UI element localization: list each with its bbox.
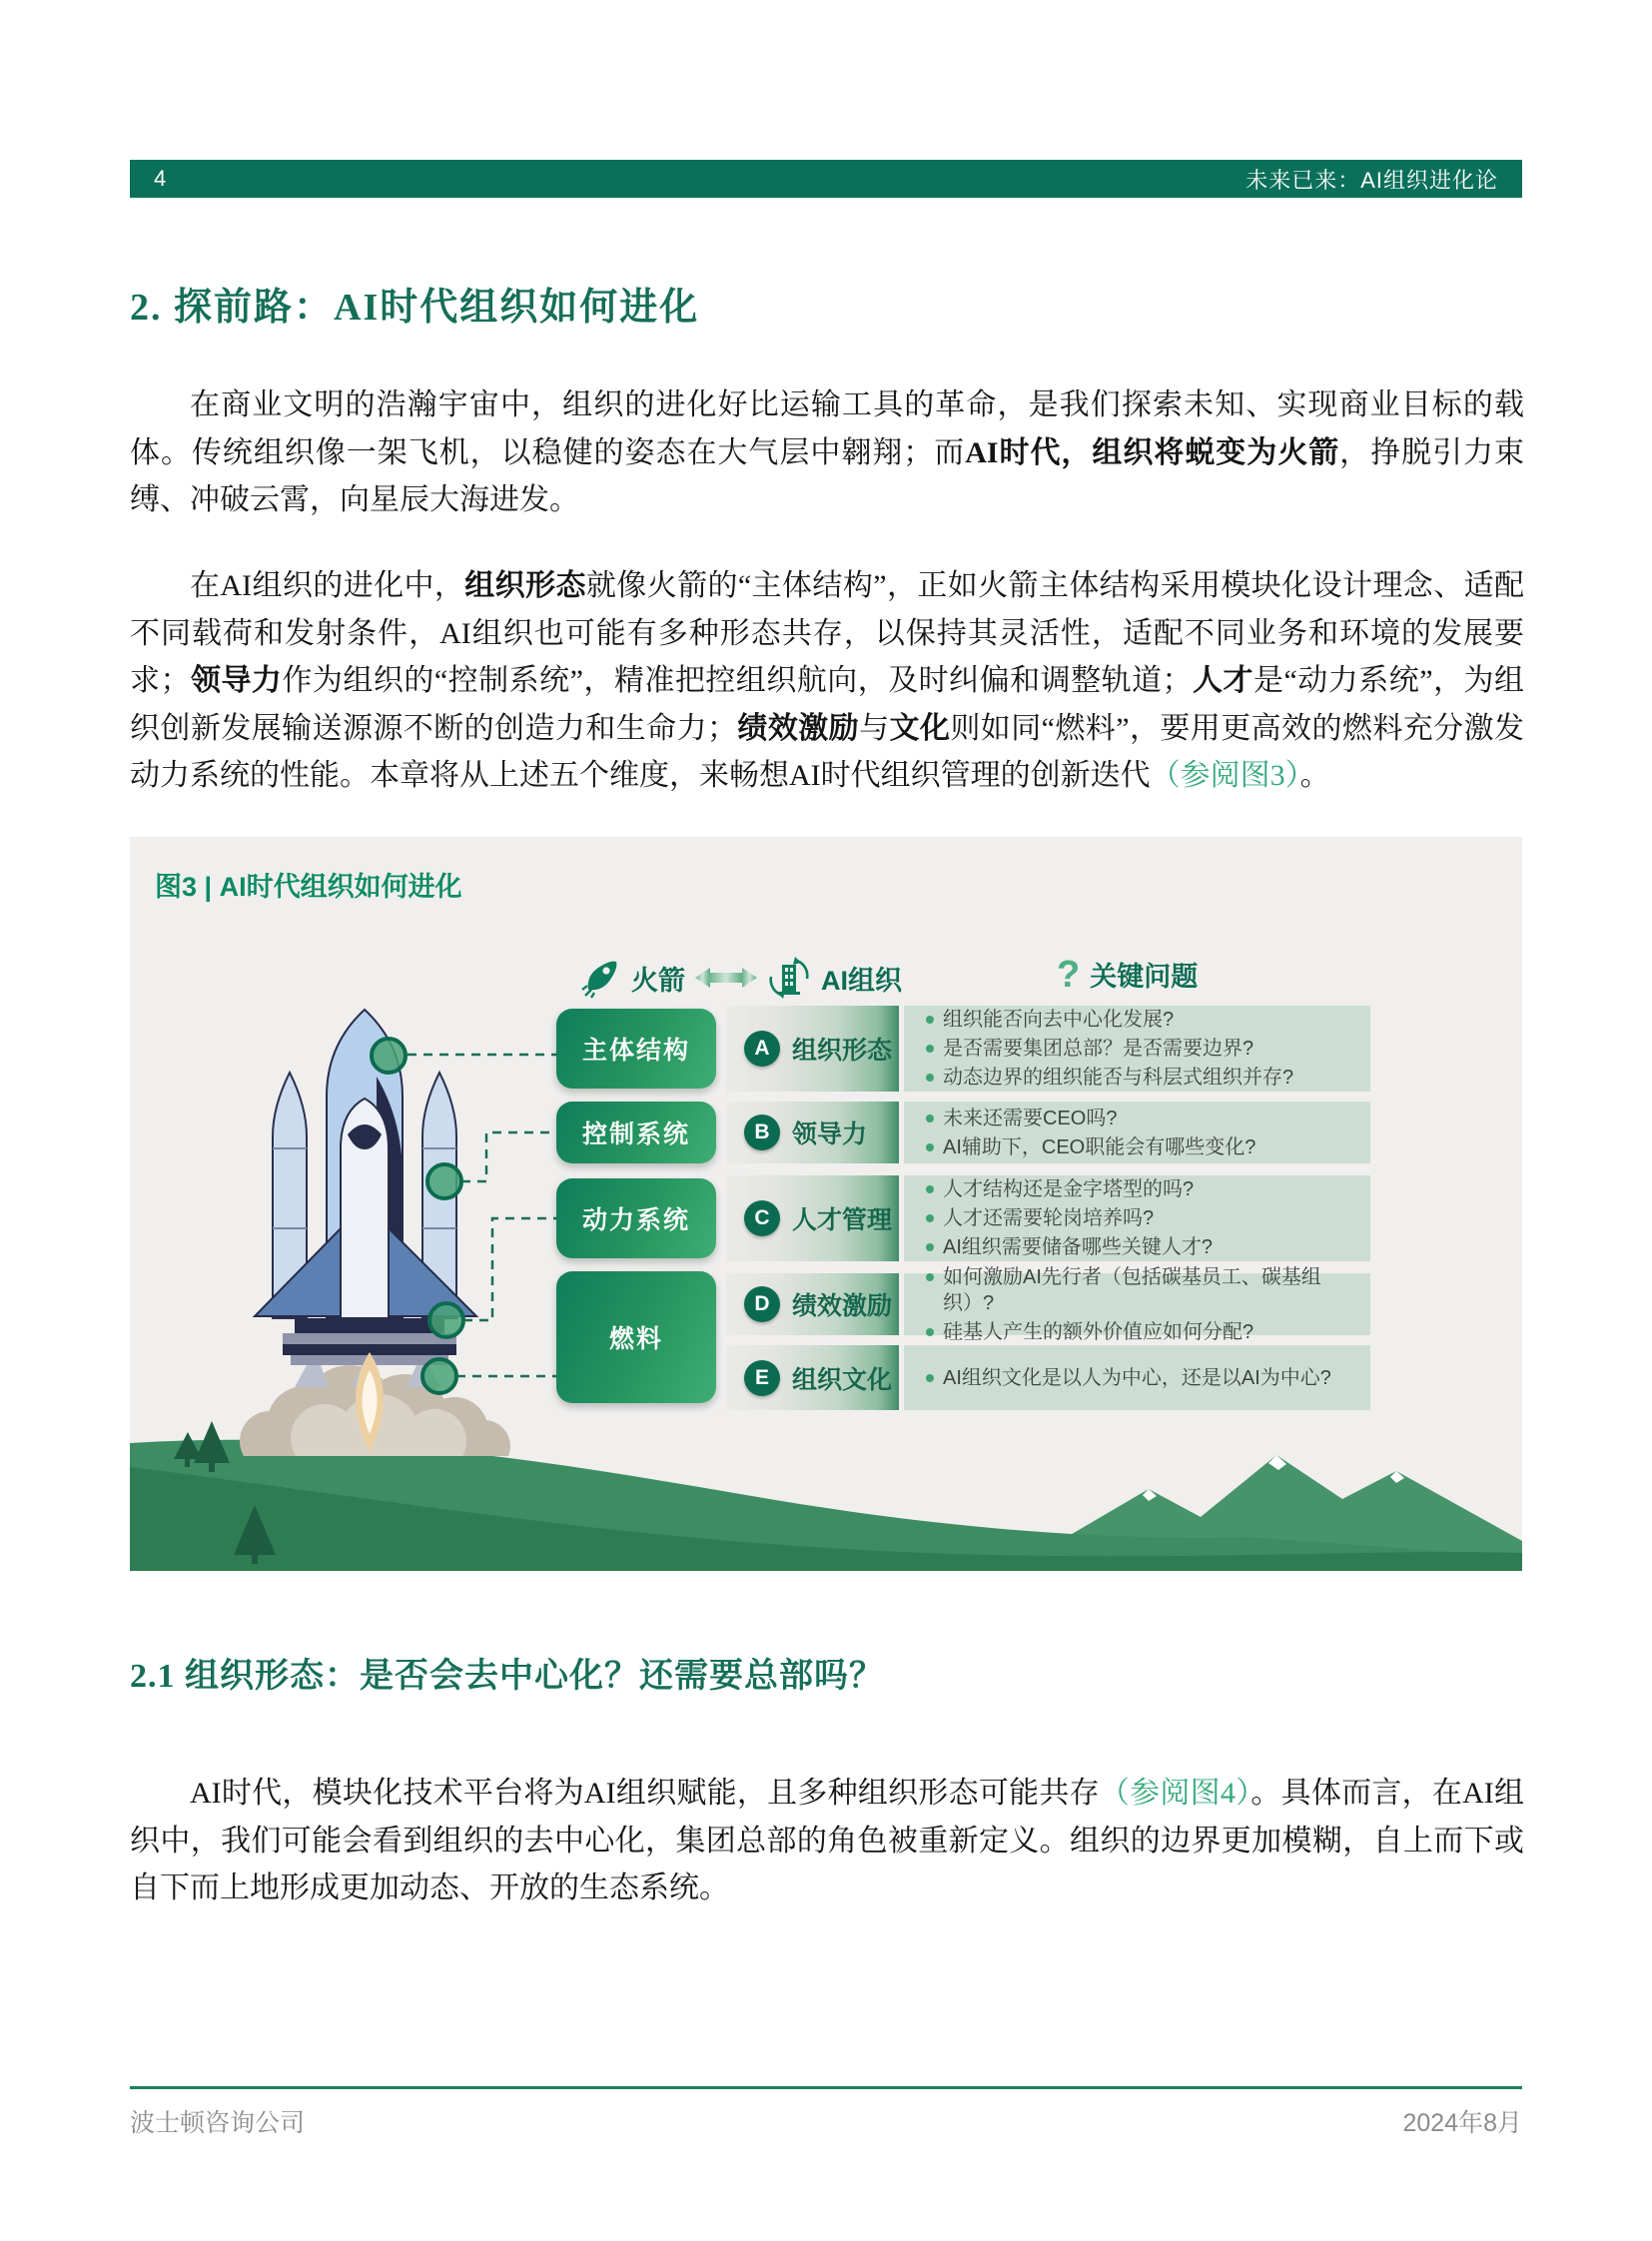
question-mark-icon: ? [1057, 953, 1081, 996]
questions-organization-culture [904, 1345, 1370, 1410]
dimension-organization-form [726, 1006, 899, 1092]
footer-date: 2024年8月 [1402, 2109, 1522, 2137]
dimension-leadership [726, 1102, 899, 1163]
letter-badge-e: E [744, 1360, 780, 1396]
page-number: 4 [154, 166, 167, 191]
text-segment: 绩效激励 [737, 711, 860, 745]
dimension-organization-culture [726, 1345, 899, 1410]
letter-badge-c: C [744, 1200, 780, 1236]
dimension-label: 绩效激励 [792, 1292, 893, 1320]
figure-title: 图3 | AI时代组织如何进化 [155, 872, 462, 902]
section-heading: 2. 探前路：AI时代组织如何进化 [130, 287, 700, 329]
page-footer [130, 2103, 1522, 2139]
footer-company: 波士顿咨询公司 [130, 2109, 306, 2137]
ai-organization-icon [767, 955, 811, 1001]
text-segment: 则如同“燃料”，要用更高效的燃料充分激发动力系统的性能。本章将从上述五个维度，来畅想AI时代组织管理的创新迭代 [130, 711, 1525, 792]
double-arrow-icon [695, 966, 757, 990]
question-item: 如何激励AI先行者（包括碳基员工、碳基组织）? [926, 1264, 1364, 1316]
document-title: 未来已来：AI组织进化论 [1245, 167, 1498, 193]
part-box-fuel: 燃料 [556, 1271, 716, 1403]
legend-rocket-label: 火箭 [631, 965, 685, 996]
text-segment: 。具体而言，在AI组织中，我们可能会看到组织的去中心化，集团总部的角色被重新定义。组织的边界更加模糊，自上而下或自下而上地形成更加动态、开放的生态系统。 [130, 1777, 1525, 1904]
text-segment: 领导力 [190, 664, 283, 697]
part-box-power-system: 动力系统 [556, 1178, 716, 1258]
question-item: 是否需要集团总部？是否需要边界? [926, 1036, 1364, 1062]
figure-reference-link[interactable]: （参阅图4） [1099, 1777, 1251, 1810]
footer-rule [130, 2086, 1522, 2089]
subsection-heading: 2.1 组织形态：是否会去中心化？还需要总部吗？ [130, 1658, 884, 1695]
text-segment: 是“动力系统”，为组织创新发展输送源源不断的创造力和生命力； [130, 664, 1524, 745]
letter-badge-a: A [744, 1031, 780, 1067]
question-item: AI组织文化是以人为中心，还是以AI为中心? [926, 1365, 1364, 1391]
text-segment: ，挣脱引力束缚、冲破云霄，向星辰大海进发。 [130, 435, 1525, 516]
legend-questions-label: 关键问题 [1090, 962, 1199, 992]
legend-rocket-group [579, 955, 902, 1001]
text-segment: AI时代，组织将蜕变为火箭 [965, 435, 1340, 469]
questions-leadership [904, 1102, 1370, 1163]
figure-reference-link[interactable]: （参阅图3） [1150, 759, 1300, 792]
dimension-label: 人才管理 [792, 1206, 893, 1234]
questions-talent-management [904, 1175, 1370, 1261]
text-segment: 与 [859, 711, 890, 745]
paragraph-1 [130, 381, 1524, 524]
question-item: AI辅助下，CEO职能会有哪些变化? [926, 1134, 1364, 1160]
question-item: 硅基人产生的额外价值应如何分配? [926, 1319, 1364, 1345]
text-segment: 就像火箭的“主体结构”，正如火箭主体结构采用模块化设计理念、适配不同载荷和发射条件，AI组织也可能有多种形态共存，以保持其灵活性，适配不同业务和环境的发展要求； [130, 569, 1524, 697]
paragraph-2 [130, 562, 1524, 800]
question-item: 动态边界的组织能否与科层式组织并存? [926, 1065, 1364, 1091]
rocket-icon [579, 957, 621, 999]
letter-badge-d: D [744, 1286, 780, 1322]
text-segment: 。 [1299, 759, 1330, 792]
question-item: 人才还需要轮岗培养吗? [926, 1205, 1364, 1231]
part-box-control-system: 控制系统 [556, 1102, 716, 1163]
text-segment: 组织形态 [464, 569, 586, 602]
text-segment: 在商业文明的浩瀚宇宙中，组织的进化好比运输工具的革命，是我们探索未知、实现商业目标的载体。传统组织像一架飞机，以稳健的姿态在大气层中翱翔；而 [130, 388, 1524, 469]
dimension-label: 组织文化 [792, 1365, 893, 1394]
question-item: 组织能否向去中心化发展? [926, 1007, 1364, 1033]
question-item: 未来还需要CEO吗? [926, 1106, 1364, 1131]
text-segment: 在AI组织的进化中， [190, 569, 465, 602]
dimension-label: 组织形态 [792, 1037, 893, 1065]
text-segment: 人才 [1192, 664, 1254, 697]
dimension-talent-management [726, 1175, 899, 1261]
legend-questions-group [1057, 955, 1198, 994]
letter-badge-b: B [744, 1115, 780, 1150]
question-item: 人才结构还是金字塔型的吗? [926, 1176, 1364, 1202]
questions-organization-form [904, 1006, 1370, 1092]
question-item: AI组织需要储备哪些关键人才? [926, 1234, 1364, 1260]
rocket-illustration [155, 987, 584, 1456]
page-header-bar [130, 160, 1522, 198]
part-box-body-structure: 主体结构 [556, 1009, 716, 1089]
text-segment: 文化 [889, 711, 951, 745]
dimension-label: 领导力 [792, 1120, 868, 1148]
questions-performance-incentive [904, 1265, 1370, 1343]
figure-3 [130, 837, 1522, 1571]
text-segment: 作为组织的“控制系统”，精准把控组织航向，及时纠偏和调整轨道； [282, 664, 1193, 697]
dimension-performance-incentive [726, 1273, 899, 1335]
paragraph-3 [130, 1770, 1524, 1912]
text-segment: AI时代，模块化技术平台将为AI组织赋能，且多种组织形态可能共存 [190, 1777, 1100, 1810]
legend-org-label: AI组织 [821, 965, 902, 996]
